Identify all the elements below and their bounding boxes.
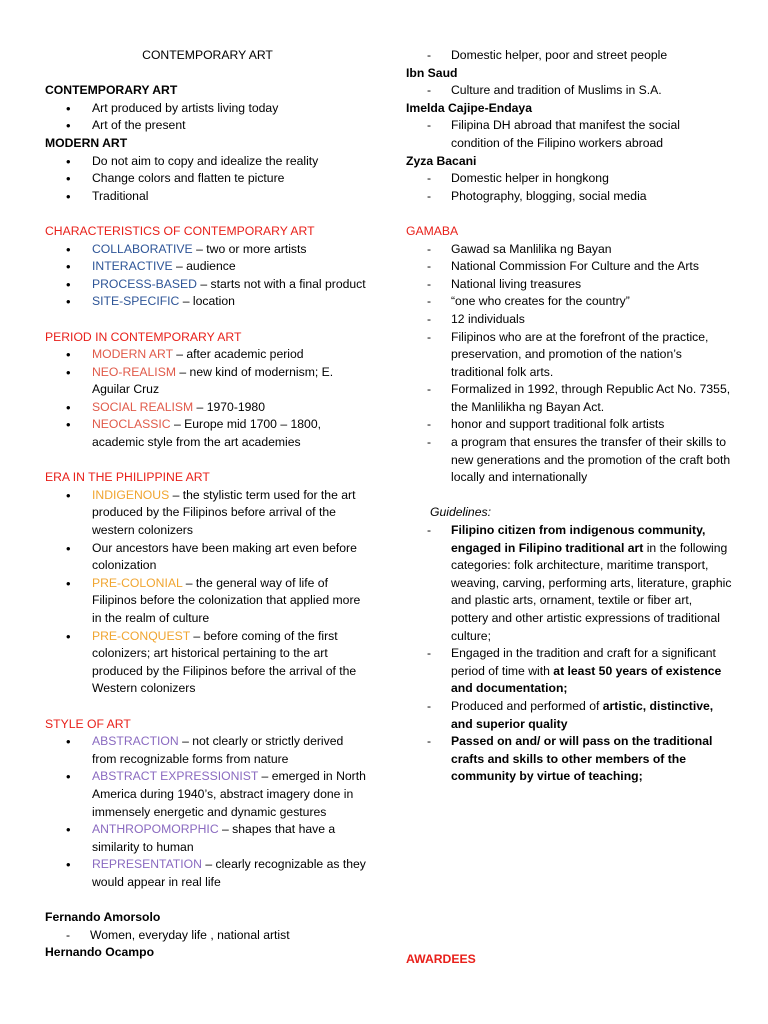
- list-item: [45, 575, 370, 628]
- list-item: [45, 276, 370, 294]
- description: – the general way of life of Filipinos before the colonization that applied more in the realm of culture: [92, 575, 361, 625]
- artist-heading-bacani: Zyza Bacani: [406, 153, 477, 168]
- bold-text: at least 50 years of existence and documentation;: [451, 663, 722, 696]
- description: – two or more artists: [192, 241, 307, 256]
- list-item: [45, 364, 370, 399]
- artist-heading-ocampo: Hernando Ocampo: [45, 945, 155, 960]
- list-item: [45, 293, 370, 311]
- guidelines-heading: Guidelines:: [430, 505, 491, 520]
- term: COLLABORATIVE: [92, 241, 193, 256]
- list-item: - Domestic helper, poor and street people: [406, 47, 732, 65]
- normal-text: in the following categories: folk architecture, maritime transport, weaving, carving, performing arts, literature, graphic and plastic arts, ornament, textile or fiber art, pottery and other artistic expressions of traditional culture;: [451, 540, 732, 643]
- list-item: • Change colors and flatten te picture: [45, 170, 370, 188]
- era-list: [45, 487, 370, 698]
- term: ABSTRACTION: [92, 734, 179, 749]
- list-item: [45, 346, 370, 364]
- section-heading-modern: MODERN ART: [45, 135, 128, 150]
- list-item: - a program that ensures the transfer of their skills to new generations and the promotion of the craft both locally and internationally: [406, 434, 732, 487]
- artist-heading-saud: Ibn Saud: [406, 65, 458, 80]
- term: MODERN ART: [92, 347, 173, 362]
- list-item: [45, 856, 370, 891]
- term: INDIGENOUS: [92, 487, 170, 502]
- list-item: [45, 241, 370, 259]
- section-heading-gamaba: GAMABA: [406, 223, 459, 238]
- style-list: [45, 733, 370, 891]
- list-item: [406, 522, 732, 645]
- term: ANTHROPOMORPHIC: [92, 822, 219, 837]
- list-item: - Culture and tradition of Muslims in S.A.: [406, 82, 732, 100]
- document-title: CONTEMPORARY ART: [142, 48, 273, 62]
- section-heading-period: PERIOD IN CONTEMPORARY ART: [45, 329, 242, 344]
- list-item: • Do not aim to copy and idealize the reality: [45, 153, 370, 171]
- list-item: - honor and support traditional folk artists: [406, 416, 732, 434]
- gamaba-list: [406, 241, 732, 487]
- section-heading-characteristics: CHARACTERISTICS OF CONTEMPORARY ART: [45, 223, 315, 238]
- list-item: [45, 416, 370, 451]
- section-heading-era: ERA IN THE PHILIPPINE ART: [45, 470, 210, 485]
- section-heading-contemporary: CONTEMPORARY ART: [45, 83, 178, 98]
- amorsolo-list: [45, 927, 370, 945]
- term: PROCESS-BASED: [92, 276, 197, 291]
- list-item: [406, 733, 732, 786]
- normal-text: Engaged in the tradition and craft for a significant period of time with: [451, 646, 716, 678]
- description: – new kind of modernism; E. Aguilar Cruz: [92, 364, 334, 397]
- list-item: - Formalized in 1992, through Republic Act No. 7355, the Manlilikha ng Bayan Act.: [406, 381, 732, 416]
- term: SITE-SPECIFIC: [92, 294, 180, 309]
- guidelines-list: [406, 522, 732, 786]
- list-item: [45, 821, 370, 856]
- description: – after academic period: [172, 347, 304, 362]
- list-item: [45, 733, 370, 768]
- list-item: - 12 individuals: [406, 311, 732, 329]
- list-item: [45, 628, 370, 698]
- list-item: • Traditional: [45, 188, 370, 206]
- bold-text: Filipino citizen from indigenous community, engaged in Filipino traditional art: [451, 523, 706, 555]
- section-heading-awardees: AWARDEES: [406, 952, 476, 966]
- description: Our ancestors have been making art even before colonization: [92, 540, 357, 573]
- endaya-list: [406, 117, 732, 152]
- modern-list: [45, 153, 370, 206]
- left-column: [45, 47, 370, 962]
- term: NEOCLASSIC: [92, 417, 171, 432]
- list-item: - Photography, blogging, social media: [406, 188, 732, 206]
- list-item: - Women, everyday life , national artist: [45, 927, 370, 945]
- period-list: [45, 346, 370, 452]
- right-column: [406, 47, 732, 786]
- list-item: • Art produced by artists living today: [45, 100, 370, 118]
- description: – Europe mid 1700 – 1800, academic style from the art academies: [92, 417, 321, 450]
- description: – emerged in North America during 1940’s, abstract imagery done in immensely energetic and dynamic gestures: [92, 769, 366, 819]
- list-item: - Filipina DH abroad that manifest the social condition of the Filipino workers abroad: [406, 117, 732, 152]
- list-item: - Filipinos who are at the forefront of the practice, preservation, and promotion of the nation’s traditional folk arts.: [406, 329, 732, 382]
- list-item: - “one who creates for the country”: [406, 293, 732, 311]
- term: ABSTRACT EXPRESSIONIST: [92, 769, 259, 784]
- ocampo-list: [406, 47, 732, 65]
- contemporary-list: [45, 100, 370, 135]
- description: – location: [179, 294, 235, 309]
- artist-heading-endaya: Imelda Cajipe-Endaya: [406, 100, 532, 115]
- description: – not clearly or strictly derived from recognizable forms from nature: [92, 734, 344, 766]
- description: – shapes that have a similarity to human: [92, 822, 336, 854]
- description: – clearly recognizable as they would appear in real life: [92, 857, 366, 889]
- normal-text: Produced and performed of: [451, 698, 603, 713]
- term: REPRESENTATION: [92, 857, 202, 872]
- list-item: [45, 399, 370, 417]
- saud-list: [406, 82, 732, 100]
- list-item: • Art of the present: [45, 117, 370, 135]
- bacani-list: [406, 170, 732, 205]
- section-heading-style: STYLE OF ART: [45, 716, 131, 731]
- list-item: - National Commission For Culture and the Arts: [406, 258, 732, 276]
- list-item: [406, 645, 732, 698]
- term: SOCIAL REALISM: [92, 399, 194, 414]
- list-item: - National living treasures: [406, 276, 732, 294]
- list-item: [45, 487, 370, 540]
- term: NEO-REALISM: [92, 364, 176, 379]
- list-item: - Gawad sa Manlilika ng Bayan: [406, 241, 732, 259]
- description: – the stylistic term used for the art produced by the Filipinos before arrival of the western colonizers: [92, 487, 356, 538]
- term: INTERACTIVE: [92, 259, 173, 274]
- list-item: [45, 768, 370, 821]
- term: PRE-COLONIAL: [92, 575, 183, 590]
- characteristics-list: [45, 241, 370, 311]
- term: PRE-CONQUEST: [92, 628, 190, 643]
- bold-text: artistic, distinctive, and superior quality: [451, 698, 714, 731]
- description: – 1970-1980: [193, 399, 265, 414]
- description: – starts not with a final product: [196, 276, 366, 291]
- list-item: - Domestic helper in hongkong: [406, 170, 732, 188]
- artist-heading-amorsolo: Fernando Amorsolo: [45, 910, 161, 925]
- description: – audience: [172, 259, 236, 274]
- list-item: [406, 698, 732, 733]
- description: – before coming of the first colonizers; art historical pertaining to the art produced by the Filipinos before the arrival of the Western colonizers: [92, 628, 357, 696]
- list-item: [45, 540, 370, 575]
- list-item: [45, 258, 370, 276]
- bold-text: Passed on and/ or will pass on the traditional crafts and skills to other members of the community by virtue of teaching;: [451, 734, 713, 784]
